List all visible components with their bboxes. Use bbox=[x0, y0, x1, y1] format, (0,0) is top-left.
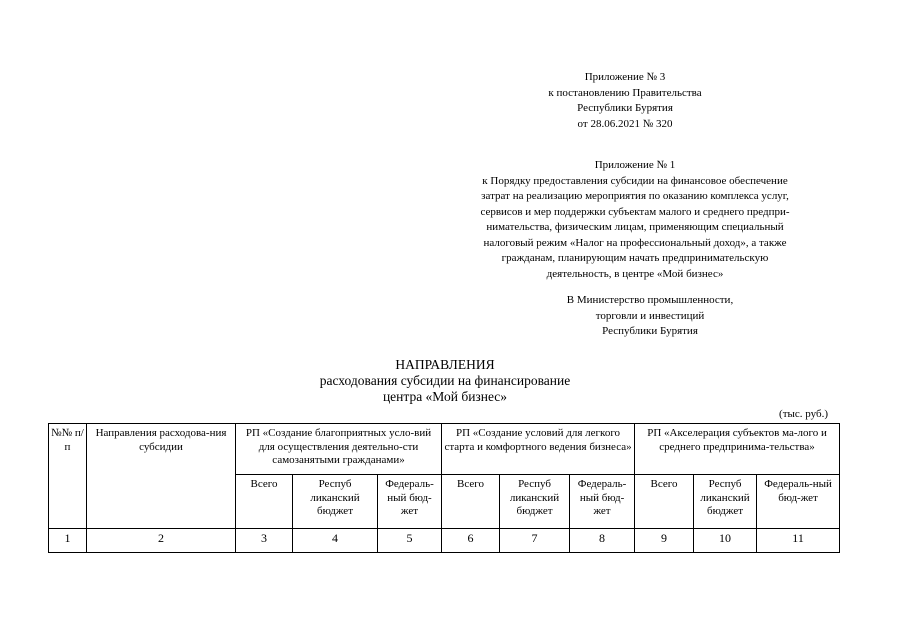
title-subtitle: центра «Мой бизнес» bbox=[382, 389, 508, 404]
addressee-line: торговли и инвестиций bbox=[595, 309, 705, 322]
addressee-line: Республики Бурятия bbox=[602, 325, 698, 337]
subheader-federal-budget: Федераль-ный бюд-жет bbox=[757, 475, 840, 529]
appendix-3-line: Республики Бурятия bbox=[577, 102, 673, 114]
column-number: 9 bbox=[635, 529, 694, 553]
addressee-line: В Министерство промышленности, bbox=[566, 294, 734, 306]
appendix-3-line: к постановлению Правительства bbox=[548, 86, 702, 99]
appendix-1-line: гражданам, планирующим начать предпринимательскую bbox=[501, 252, 769, 264]
column-number: 8 bbox=[570, 529, 635, 553]
appendix-3-date: от 28.06.2021 № 320 bbox=[577, 117, 673, 130]
subheader-total: Всего bbox=[442, 475, 500, 529]
table-column-number-row bbox=[49, 529, 840, 553]
appendix-3-title: Приложение № 3 bbox=[584, 71, 666, 83]
column-number: 4 bbox=[293, 529, 378, 553]
document-title bbox=[250, 357, 640, 405]
appendix-1-line: сервисов и мер поддержки субъектам малого и среднего предпри- bbox=[480, 205, 790, 218]
header-group-self-employed: РП «Создание благоприятных усло-вий для осуществления деятельно-сти самозанятыми гражданами» bbox=[236, 424, 442, 475]
column-number: 10 bbox=[694, 529, 757, 553]
addressee bbox=[500, 293, 800, 340]
subheader-total: Всего bbox=[635, 475, 694, 529]
appendix-1-header bbox=[440, 158, 830, 282]
appendix-1-line: налоговый режим «Налог на профессиональный доход», а также bbox=[483, 236, 787, 249]
header-cell-number: №№ п/п bbox=[49, 424, 87, 529]
appendix-3-header bbox=[500, 70, 750, 132]
subheader-republic-budget: Респуб ликанский бюджет bbox=[293, 475, 378, 529]
header-cell-direction: Направления расходова-ния субсидии bbox=[87, 424, 236, 529]
appendix-1-title: Приложение № 1 bbox=[594, 159, 676, 171]
subheader-federal-budget: Федераль-ный бюд-жет bbox=[570, 475, 635, 529]
header-group-acceleration: РП «Акселерация субъектов ма-лого и среднего предпринима-тельства» bbox=[635, 424, 840, 475]
title-heading: НАПРАВЛЕНИЯ bbox=[395, 357, 495, 372]
subheader-republic-budget: Респуб ликанский бюджет bbox=[500, 475, 570, 529]
column-number: 5 bbox=[378, 529, 442, 553]
appendix-1-line: к Порядку предоставления субсидии на финансовое обеспечение bbox=[482, 174, 788, 187]
subheader-total: Всего bbox=[236, 475, 293, 529]
column-number: 11 bbox=[757, 529, 840, 553]
header-group-easy-start: РП «Создание условий для легкого старта и комфортного ведения бизнеса» bbox=[442, 424, 635, 475]
column-number: 2 bbox=[87, 529, 236, 553]
appendix-1-line: деятельность, в центре «Мой бизнес» bbox=[546, 267, 724, 280]
column-number: 3 bbox=[236, 529, 293, 553]
column-number: 1 bbox=[49, 529, 87, 553]
expenditure-table bbox=[48, 423, 840, 553]
subheader-republic-budget: Респуб ликанский бюджет bbox=[694, 475, 757, 529]
table-header-row bbox=[49, 424, 840, 475]
subheader-federal-budget: Федераль-ный бюд-жет bbox=[378, 475, 442, 529]
column-number: 7 bbox=[500, 529, 570, 553]
appendix-1-line: нимательства, физическим лицам, применяющим специальный bbox=[486, 221, 784, 233]
appendix-1-line: затрат на реализацию мероприятия по оказанию комплекса услуг, bbox=[481, 190, 789, 202]
units-label: (тыс. руб.) bbox=[779, 408, 828, 420]
column-number: 6 bbox=[442, 529, 500, 553]
title-subtitle: расходования субсидии на финансирование bbox=[319, 373, 571, 388]
